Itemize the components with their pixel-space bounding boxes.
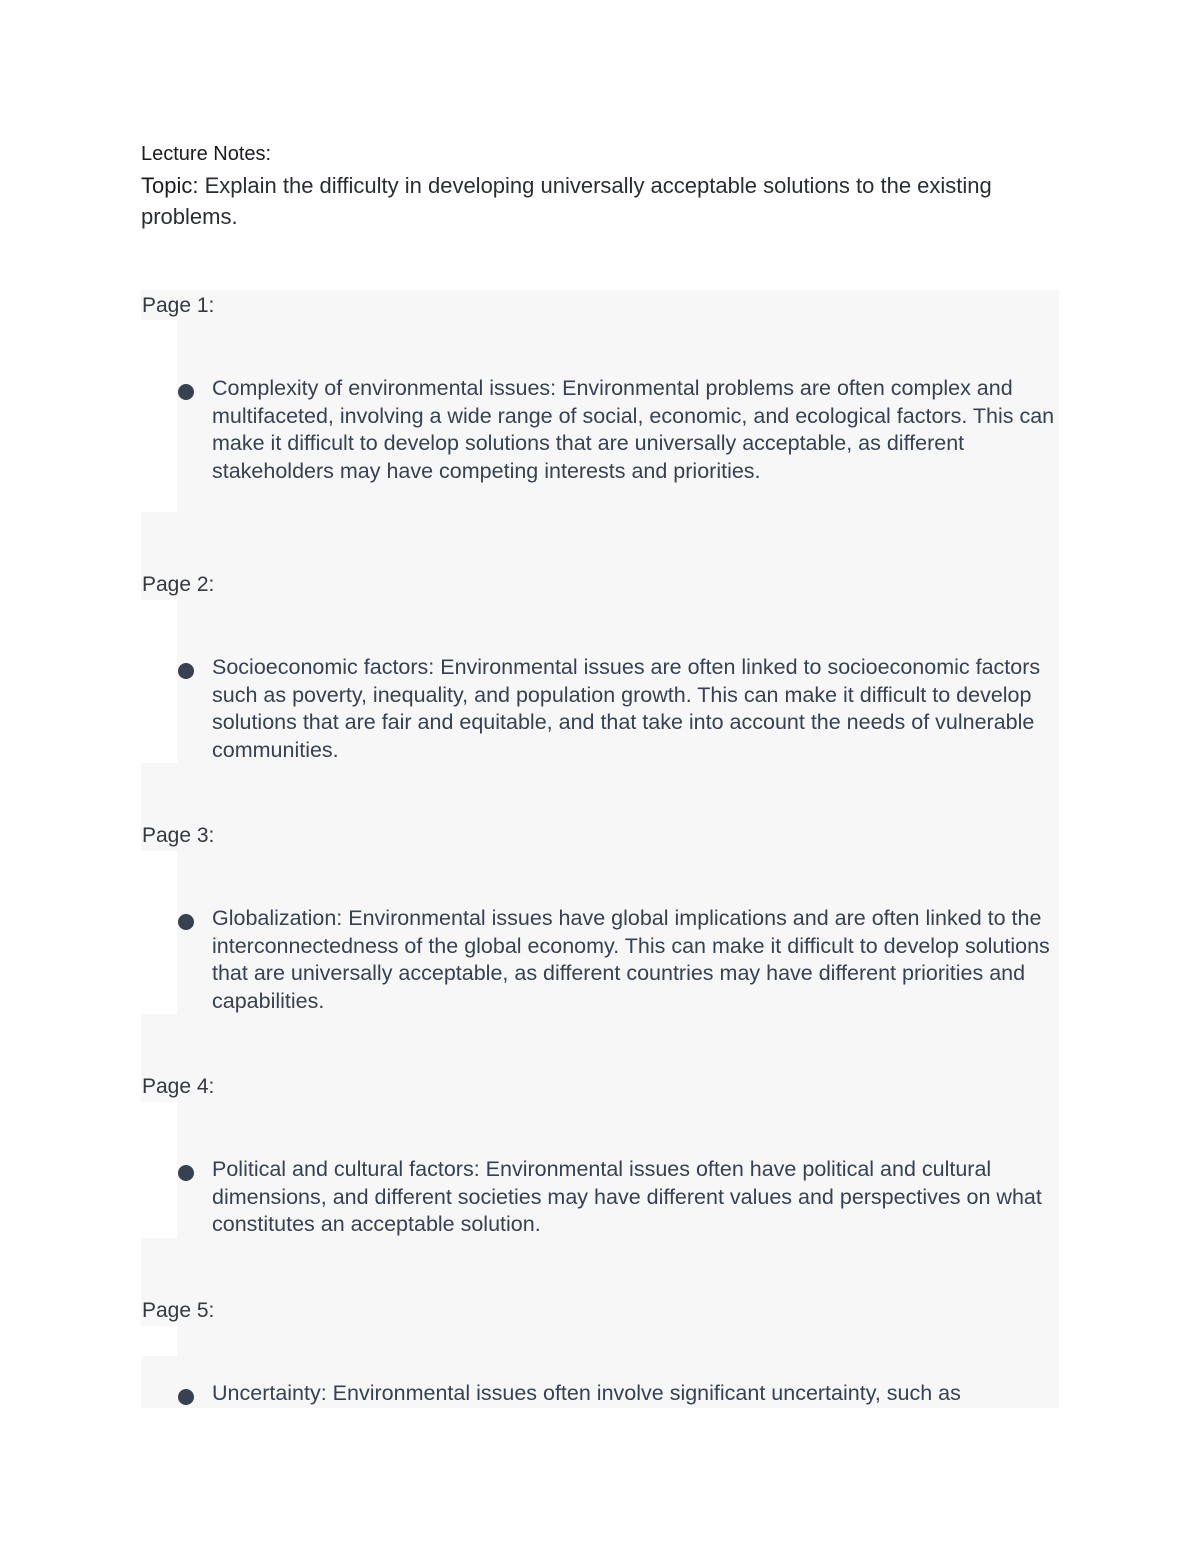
bullet-text: Complexity of environmental issues: Environmental problems are often complex and multifaceted, involving a wide range of social, economic, and ecological factors. This can make it difficult to develop solutions that are universally acceptable, as different stakeholders may have competing interests and priorities. bbox=[212, 376, 1055, 483]
page-section-2 bbox=[141, 570, 1059, 822]
page-section-4 bbox=[141, 1072, 1059, 1296]
topic-line bbox=[141, 170, 1061, 232]
bullet-icon bbox=[178, 1389, 194, 1405]
bullet-text: Globalization: Environmental issues have global implications and are often linked to the interconnectedness of the global economy. This can make it difficult to develop solutions that are universally acceptable, as different countries may have different priorities and capabilities. bbox=[212, 906, 1050, 1013]
indent-gap bbox=[141, 1326, 177, 1356]
indent-gap bbox=[141, 600, 177, 763]
indent-gap bbox=[141, 1102, 177, 1238]
bullet-icon bbox=[178, 384, 194, 400]
page-label: Page 2: bbox=[142, 573, 215, 596]
page-label: Page 4: bbox=[142, 1075, 215, 1098]
lecture-notes-label: Lecture Notes: bbox=[141, 143, 272, 165]
bullet-text: Political and cultural factors: Environmental issues often have political and cultural dimensions, and different societies may have different values and perspectives on what constitutes an acceptable solution. bbox=[212, 1157, 1042, 1236]
page-label: Page 5: bbox=[142, 1299, 215, 1322]
bullet-icon bbox=[178, 914, 194, 930]
notes-panel bbox=[141, 290, 1059, 1408]
bullet-text: Socioeconomic factors: Environmental issues are often linked to socioeconomic factors such as poverty, inequality, and population growth. This can make it difficult to develop solutions that are fair and equitable, and that take into account the needs of vulnerable communities. bbox=[212, 655, 1041, 762]
bullet-icon bbox=[178, 1165, 194, 1181]
bullet-icon bbox=[178, 663, 194, 679]
page-section-1 bbox=[141, 290, 1059, 570]
indent-gap bbox=[141, 320, 177, 512]
page-section-3 bbox=[141, 821, 1059, 1073]
page-section-5 bbox=[141, 1296, 1059, 1408]
indent-gap bbox=[141, 851, 177, 1014]
topic-text: Explain the difficulty in developing universally acceptable solutions to the existing problems. bbox=[141, 173, 992, 229]
page-label: Page 1: bbox=[142, 294, 215, 317]
bullet-text: Uncertainty: Environmental issues often involve significant uncertainty, such as bbox=[212, 1381, 961, 1405]
document-header bbox=[141, 140, 1061, 232]
page-label: Page 3: bbox=[142, 824, 215, 847]
topic-prefix: Topic: bbox=[141, 173, 199, 198]
